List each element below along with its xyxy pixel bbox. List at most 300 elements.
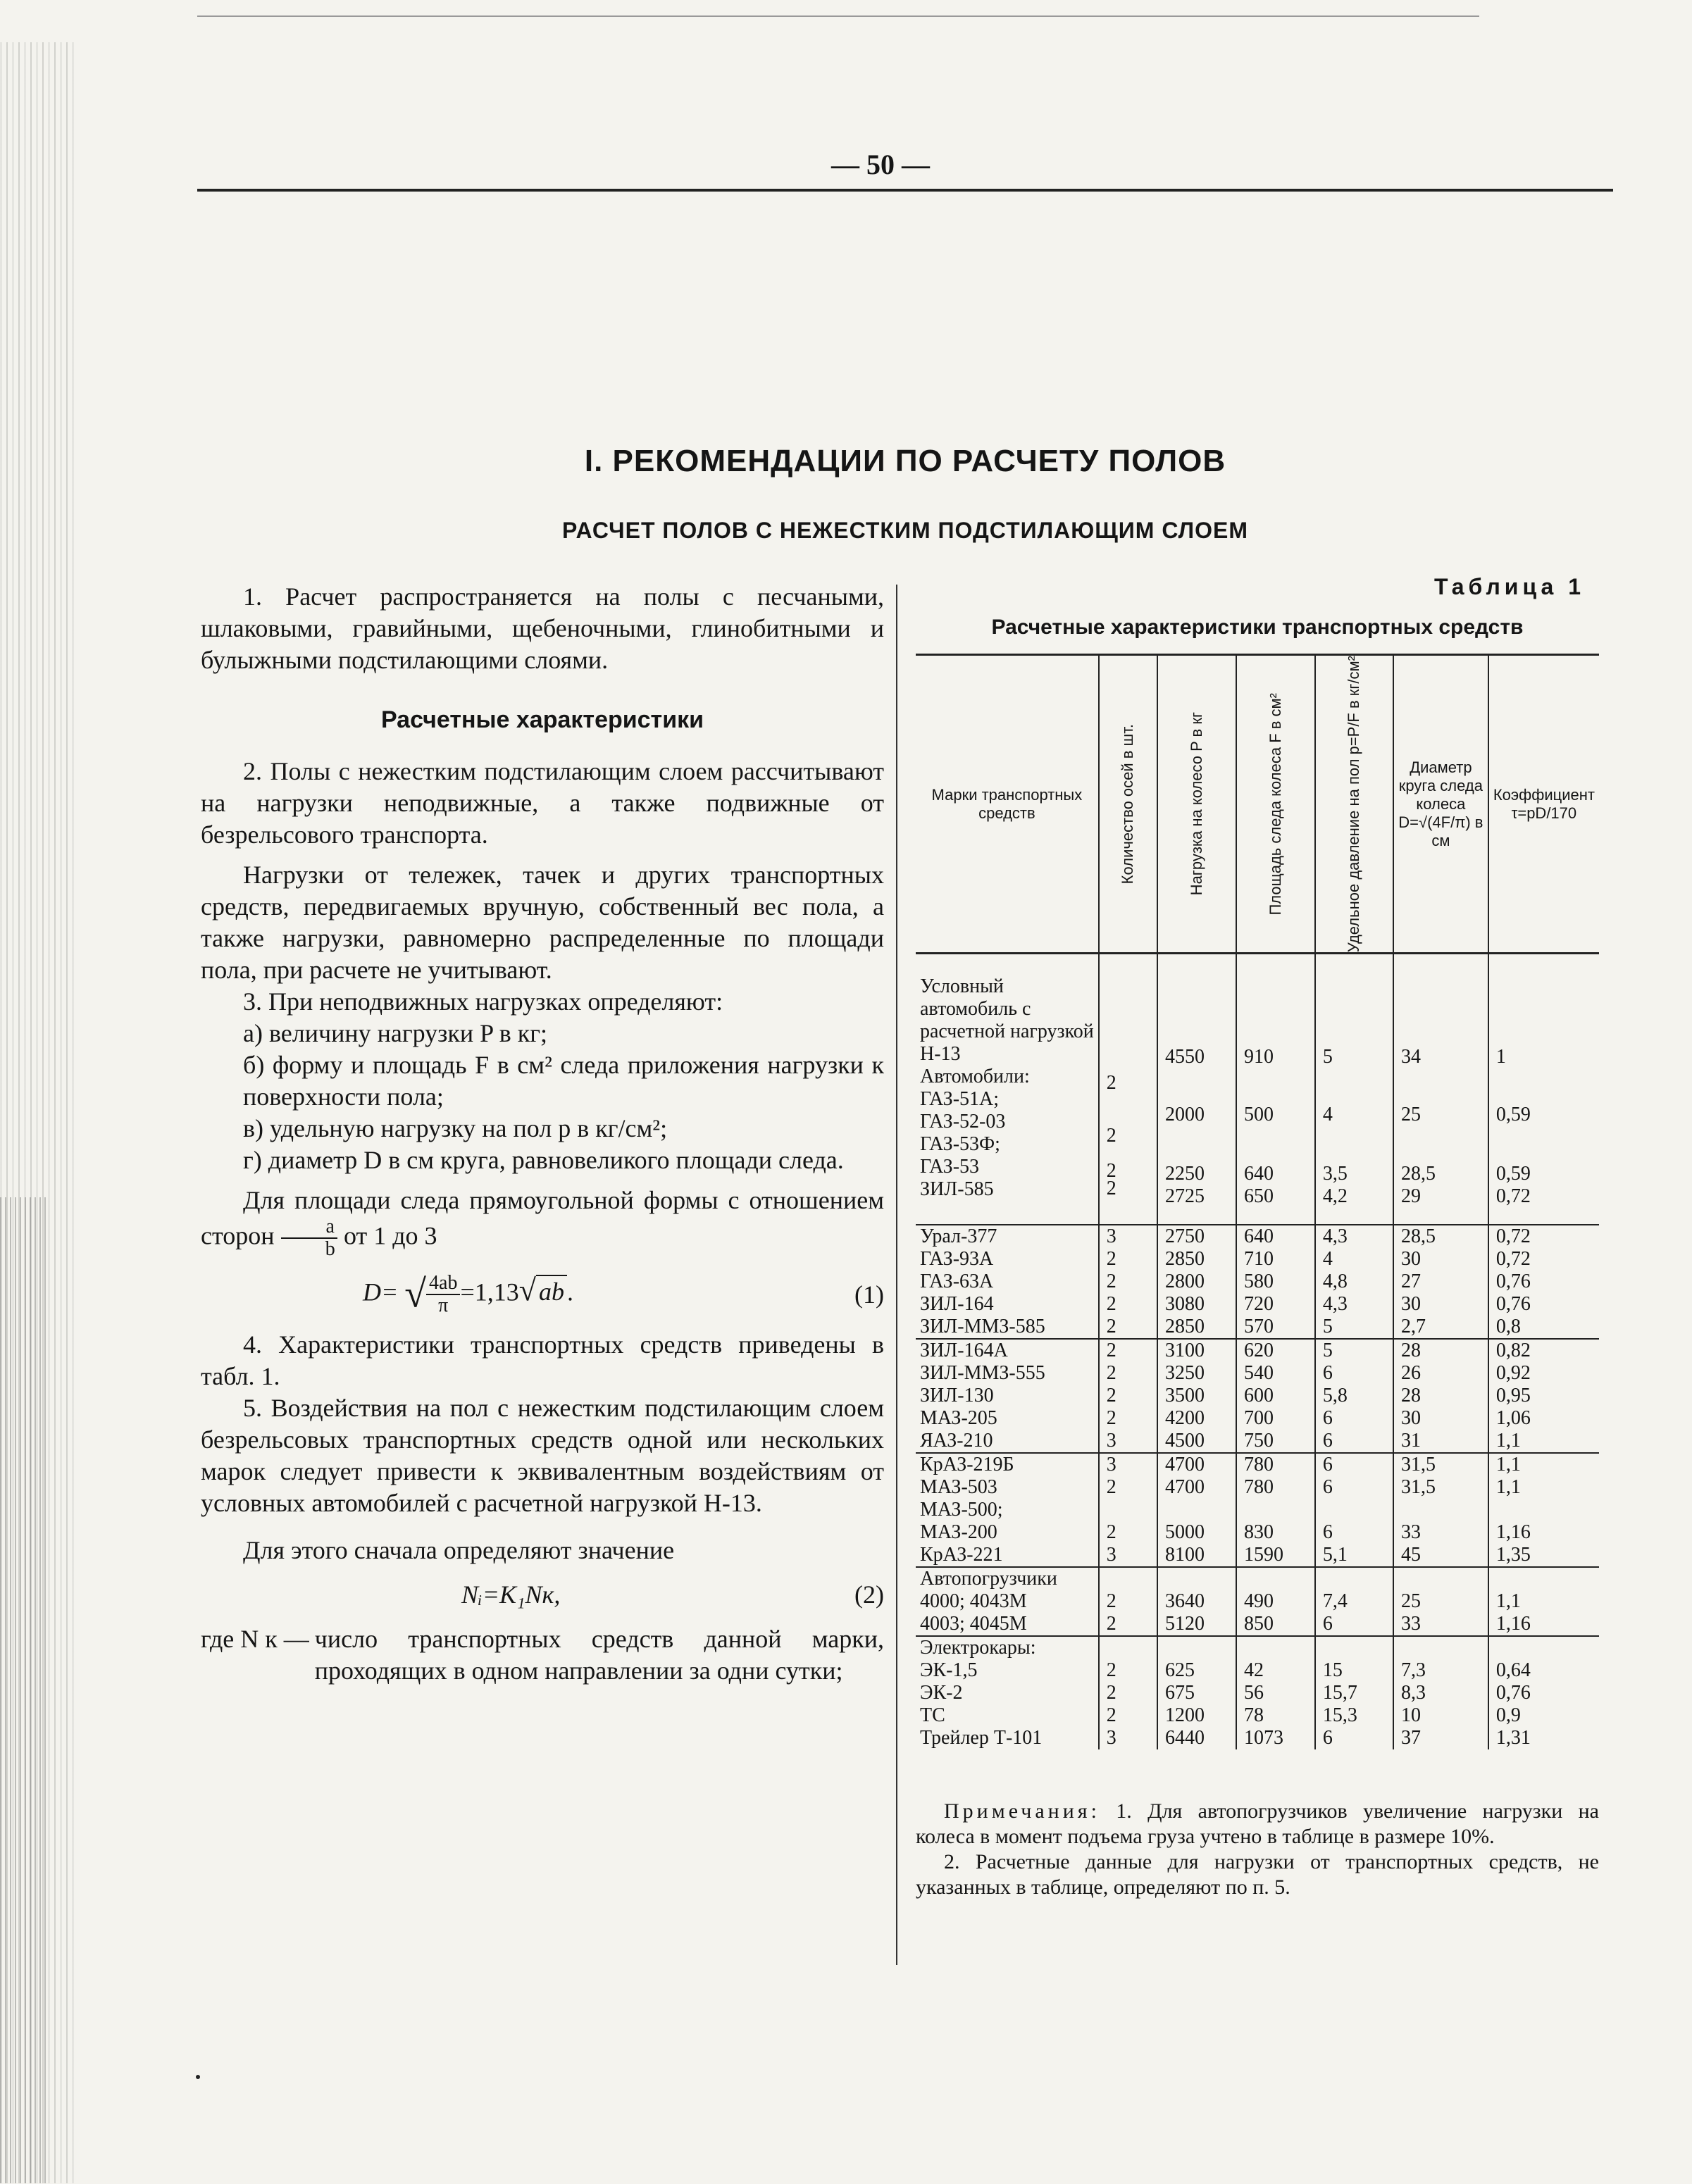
cell-pressure	[1315, 1636, 1393, 1749]
cell-value	[1244, 1637, 1310, 1659]
cell-value: 1,06	[1495, 1406, 1531, 1429]
cell-brand	[916, 954, 1099, 1225]
brand-line: Трейлер Т-101	[920, 1726, 1043, 1749]
cell-coef	[1488, 1453, 1599, 1567]
cell-value: 28	[1400, 1339, 1421, 1361]
cell-value: 675	[1164, 1681, 1195, 1704]
cell-value: 750	[1243, 1429, 1274, 1452]
cell-value: 7,3	[1400, 1659, 1426, 1681]
cell-value: 1590	[1243, 1543, 1283, 1566]
section-subtitle: РАСЧЕТ ПОЛОВ С НЕЖЕСТКИМ ПОДСТИЛАЮЩИМ СЛОЕМ	[561, 518, 1248, 543]
cell-value: 4	[1322, 1104, 1333, 1126]
right-column	[916, 574, 1599, 1900]
brand-line: Автопогрузчики	[920, 1567, 1057, 1590]
cell-value: 37	[1400, 1726, 1421, 1749]
cell-value: 29	[1400, 1185, 1421, 1208]
cell-value: 3,5	[1322, 1163, 1348, 1185]
cell-value	[1165, 1568, 1231, 1590]
brand-line: Урал-377	[920, 1225, 997, 1247]
cell-value: 30	[1400, 1406, 1421, 1429]
brand-line: ЭК-1,5	[920, 1659, 978, 1681]
cell-value: 0,76	[1495, 1270, 1531, 1292]
cell-value: 620	[1243, 1339, 1274, 1361]
brand-line: ЗИЛ-ММЗ-585	[920, 1315, 1045, 1337]
paragraph-1: 1. Расчет распространяется на полы с песчаными, шлаковыми, гравийными, щебеночными, глинобитными и булыжными подстилающими слоями.	[201, 582, 884, 674]
cell-value: 26	[1400, 1361, 1421, 1384]
ratio-den: b	[325, 1238, 335, 1260]
brand-line: ГАЗ-53	[920, 1156, 980, 1178]
brand-line: КрАЗ-219Б	[920, 1453, 1014, 1475]
cell-value	[1165, 1499, 1231, 1521]
formula-1	[201, 1273, 884, 1316]
cell-value: 5	[1322, 1046, 1333, 1068]
table-row	[916, 1453, 1599, 1567]
cell-diameter	[1393, 1339, 1488, 1453]
cell-value: 33	[1400, 1521, 1421, 1543]
cell-value: 2	[1106, 1612, 1116, 1635]
table-row	[916, 954, 1599, 1225]
list-item-b: б) форму и площадь F в см² следа приложения нагрузки к поверхности пола;	[243, 1051, 884, 1111]
header-load-text: Нагрузка на колесо P в кг	[1187, 712, 1205, 896]
cell-value: 1,1	[1495, 1475, 1521, 1498]
cell-value: 2750	[1164, 1225, 1205, 1247]
cell-value: 5,8	[1322, 1384, 1348, 1406]
cell-brand	[916, 1636, 1099, 1749]
paragraph-4: 3. При неподвижных нагрузках определяют:	[243, 987, 723, 1016]
cell-value: 2	[1106, 1339, 1116, 1361]
header-brand: Марки транспортных средств	[931, 785, 1083, 822]
cell-value: 1,1	[1495, 1453, 1521, 1475]
cell-value: 28,5	[1400, 1163, 1436, 1185]
cell-value: 2	[1106, 1590, 1116, 1612]
cell-value	[1244, 1568, 1310, 1590]
cell-value: 2	[1106, 1384, 1116, 1406]
formula2-body: Nᵢ=K₁Nк,	[461, 1580, 561, 1609]
formula1-den: π	[438, 1294, 449, 1316]
cell-value: 0,72	[1495, 1225, 1531, 1247]
brand-line: ГАЗ-53Ф;	[920, 1133, 1000, 1156]
cell-value: 910	[1243, 1046, 1274, 1068]
cell-value: 56	[1243, 1681, 1264, 1704]
cell-value: 570	[1243, 1315, 1274, 1337]
cell-value: 4500	[1164, 1429, 1205, 1452]
cell-pressure	[1315, 1339, 1393, 1453]
cell-value	[1107, 1637, 1152, 1659]
cell-value: 3	[1106, 1726, 1116, 1749]
header-coef: Коэффициент τ=pD/170	[1488, 655, 1599, 954]
cell-coef	[1488, 954, 1599, 1225]
cell-load	[1157, 1225, 1236, 1339]
cell-value: 6	[1322, 1361, 1333, 1384]
paragraph-3: Нагрузки от тележек, тачек и других транспортных средств, передвигаемых вручную, собственный вес пола, а также нагрузки, равномерно распределенные по площади пола, при расчете не учитывают.	[201, 861, 884, 984]
cell-area	[1236, 1339, 1315, 1453]
cell-value: 3	[1106, 1543, 1116, 1566]
page-number: — 50 —	[831, 149, 930, 180]
cell-pressure	[1315, 954, 1393, 1225]
header-area-text: Площадь следа колеса F в см²	[1266, 692, 1284, 916]
cell-value: 4200	[1164, 1406, 1205, 1429]
formula1-number: (1)	[854, 1280, 884, 1309]
cell-value: 2850	[1164, 1247, 1205, 1270]
cell-value: 0,92	[1495, 1361, 1531, 1384]
cell-value: 31	[1400, 1429, 1421, 1452]
cell-pressure	[1315, 1453, 1393, 1567]
cell-value: 3250	[1164, 1361, 1205, 1384]
header-diameter: Диаметр круга следа колеса D=√(4F/π) в см	[1393, 655, 1488, 954]
cell-value: 700	[1243, 1406, 1274, 1429]
cell-value: 78	[1243, 1704, 1264, 1726]
cell-area	[1236, 1225, 1315, 1339]
cell-diameter	[1393, 1453, 1488, 1567]
cell-value: 2	[1106, 1704, 1116, 1726]
cell-value: 720	[1243, 1292, 1274, 1315]
paragraph-2: 2. Полы с нежестким подстилающим слоем рассчитывают на нагрузки неподвижные, а также подвижные от безрельсового транспорта.	[201, 757, 884, 849]
cell-value: 2850	[1164, 1315, 1205, 1337]
header-load	[1157, 655, 1236, 954]
cell-diameter	[1393, 954, 1488, 1225]
where-text: число транспортных средств данной марки, проходящих в одном направлении за одни сутки;	[314, 1625, 884, 1685]
cell-axles	[1099, 1453, 1157, 1567]
cell-value	[1401, 1499, 1483, 1521]
cell-value: 780	[1243, 1453, 1274, 1475]
cell-value: 15	[1322, 1659, 1343, 1681]
cell-value: 850	[1243, 1612, 1274, 1635]
cell-value: 490	[1243, 1590, 1274, 1612]
ink-dot	[196, 2075, 200, 2079]
table-header-row	[916, 655, 1599, 954]
cell-value: 45	[1400, 1543, 1421, 1566]
cell-axles	[1099, 1339, 1157, 1453]
formula1-lhs: D=	[363, 1278, 399, 1306]
cell-value	[1496, 1568, 1595, 1590]
cell-value	[1323, 1499, 1388, 1521]
brand-line: ЗИЛ-585	[920, 1178, 994, 1201]
cell-value: 4,8	[1322, 1270, 1348, 1292]
cell-value: 3	[1106, 1453, 1116, 1475]
cell-value: 25	[1400, 1104, 1421, 1126]
cell-value: 5120	[1164, 1612, 1205, 1635]
cell-value: 2	[1106, 1160, 1116, 1183]
cell-value: 1073	[1243, 1726, 1283, 1749]
paragraph-7: 5. Воздействия на пол с нежестким подстилающим слоем безрельсовых транспортных средств одной или нескольких марок следует привести к эквивалентным воздействиям от условных автомобилей с расчетной нагрузкой Н-13.	[201, 1394, 884, 1517]
cell-coef	[1488, 1339, 1599, 1453]
cell-value: 625	[1164, 1659, 1195, 1681]
cell-value	[1107, 1568, 1152, 1590]
cell-value: 1,35	[1495, 1543, 1531, 1566]
vehicle-characteristics-table	[916, 654, 1599, 1749]
cell-value	[1107, 1499, 1152, 1521]
scan-edge-artifact-dark	[0, 1197, 49, 2183]
cell-area	[1236, 1636, 1315, 1749]
left-column	[201, 581, 884, 1687]
cell-value: 3	[1106, 1429, 1116, 1452]
cell-value: 30	[1400, 1247, 1421, 1270]
cell-area	[1236, 954, 1315, 1225]
cell-value: 2	[1106, 1475, 1116, 1498]
cell-value: 30	[1400, 1292, 1421, 1315]
brand-line: МАЗ-200	[920, 1521, 997, 1543]
cell-value	[1323, 1637, 1388, 1659]
cell-load	[1157, 1339, 1236, 1453]
section-heading: Расчетные характеристики	[380, 706, 704, 733]
cell-brand	[916, 1567, 1099, 1636]
cell-brand	[916, 1339, 1099, 1453]
cell-value: 6	[1322, 1475, 1333, 1498]
cell-value: 1,16	[1495, 1521, 1531, 1543]
brand-line: МАЗ-500;	[920, 1498, 1003, 1521]
cell-value: 2	[1106, 1659, 1116, 1681]
cell-value: 1,1	[1495, 1429, 1521, 1452]
paragraph-8: Для этого сначала определяют значение	[243, 1536, 675, 1564]
brand-line: КрАЗ-221	[920, 1543, 1003, 1566]
cell-value: 0,59	[1495, 1163, 1531, 1185]
cell-value: 4,2	[1322, 1185, 1348, 1208]
cell-value: 8100	[1164, 1543, 1205, 1566]
chapter-title: I. РЕКОМЕНДАЦИИ ПО РАСЧЕТУ ПОЛОВ	[584, 444, 1226, 478]
cell-value: 2	[1106, 1406, 1116, 1429]
cell-diameter	[1393, 1636, 1488, 1749]
cell-value	[1323, 1568, 1388, 1590]
brand-line: ЗИЛ-164А	[920, 1339, 1008, 1361]
formula1-fraction	[426, 1273, 460, 1316]
cell-value: 2725	[1164, 1185, 1205, 1208]
cell-value: 3080	[1164, 1292, 1205, 1315]
cell-load	[1157, 1453, 1236, 1567]
brand-line: ЗИЛ-164	[920, 1292, 994, 1315]
cell-value	[1107, 1021, 1152, 1039]
cell-value: 28	[1400, 1384, 1421, 1406]
cell-value	[1496, 1499, 1595, 1521]
cell-load	[1157, 1567, 1236, 1636]
formula1-rhs: =1,13	[460, 1278, 519, 1306]
cell-value	[1401, 1568, 1483, 1590]
ratio-fraction	[281, 1216, 337, 1260]
cell-value: 0,9	[1495, 1704, 1521, 1726]
cell-value: 3500	[1164, 1384, 1205, 1406]
table-row	[916, 1225, 1599, 1339]
brand-line: ЯАЗ-210	[920, 1429, 993, 1452]
cell-load	[1157, 954, 1236, 1225]
cell-value: 2	[1106, 1247, 1116, 1270]
brand-line: ЭК-2	[920, 1681, 963, 1704]
brand-line: ЗИЛ-ММЗ-555	[920, 1361, 1045, 1384]
cell-value: 6	[1322, 1521, 1333, 1543]
cell-value: 0,59	[1495, 1104, 1531, 1126]
cell-value: 710	[1243, 1247, 1274, 1270]
cell-diameter	[1393, 1225, 1488, 1339]
cell-value: 500	[1243, 1104, 1274, 1126]
cell-value: 2	[1106, 1270, 1116, 1292]
brand-line: МАЗ-503	[920, 1475, 997, 1498]
cell-value: 34	[1400, 1046, 1421, 1068]
cell-load	[1157, 1636, 1236, 1749]
brand-line: 4000; 4043М	[920, 1590, 1027, 1612]
cell-value: 1,31	[1495, 1726, 1531, 1749]
header-pressure	[1315, 655, 1393, 954]
cell-value: 650	[1243, 1185, 1274, 1208]
cell-value: 6440	[1164, 1726, 1205, 1749]
cell-value: 1,16	[1495, 1612, 1531, 1635]
cell-value: 2	[1106, 1361, 1116, 1384]
cell-value: 1200	[1164, 1704, 1205, 1726]
ratio-num: a	[281, 1216, 337, 1239]
p5-start: Для площади следа прямоугольной формы с отношением сторон	[201, 1186, 884, 1250]
cell-value: 2	[1106, 1072, 1116, 1094]
cell-area	[1236, 1453, 1315, 1567]
cell-value: 15,3	[1322, 1704, 1357, 1726]
cell-value: 3640	[1164, 1590, 1205, 1612]
cell-value: 0,72	[1495, 1185, 1531, 1208]
cell-value: 31,5	[1400, 1475, 1436, 1498]
cell-value: 0,64	[1495, 1659, 1531, 1681]
cell-value: 28,5	[1400, 1225, 1436, 1247]
cell-value: 3	[1106, 1225, 1116, 1247]
cell-value: 640	[1243, 1163, 1274, 1185]
list-item-a: а) величину нагрузки P в кг;	[243, 1019, 548, 1047]
paragraph-5	[201, 1185, 884, 1260]
cell-pressure	[1315, 1225, 1393, 1339]
cell-value	[1165, 1637, 1231, 1659]
cell-value: 1	[1495, 1046, 1506, 1068]
cell-value	[1401, 1637, 1483, 1659]
cell-value: 0,76	[1495, 1681, 1531, 1704]
cell-axles	[1099, 954, 1157, 1225]
table-notes	[916, 1799, 1599, 1900]
cell-value: 2	[1106, 1178, 1116, 1200]
cell-axles	[1099, 1636, 1157, 1749]
brand-line: Электрокары:	[920, 1636, 1036, 1659]
column-divider	[896, 585, 897, 1965]
cell-value: 4	[1322, 1247, 1333, 1270]
cell-value: 600	[1243, 1384, 1274, 1406]
cell-value: 2250	[1164, 1163, 1205, 1185]
p5-end: от 1 до 3	[343, 1221, 437, 1250]
table-label: Таблица 1	[1433, 574, 1585, 599]
note-2: 2. Расчетные данные для нагрузки от транспортных средств, не указанных в таблице, определяют по п. 5.	[916, 1849, 1599, 1899]
header-axles	[1099, 655, 1157, 954]
cell-value: 2	[1106, 1125, 1116, 1147]
cell-value: 6	[1322, 1453, 1333, 1475]
cell-value: 8,3	[1400, 1681, 1426, 1704]
cell-value: 5,1	[1322, 1543, 1348, 1566]
cell-value	[1107, 1092, 1152, 1109]
cell-value: 0,72	[1495, 1247, 1531, 1270]
cell-value: 31,5	[1400, 1453, 1436, 1475]
cell-area	[1236, 1567, 1315, 1636]
cell-value	[1107, 1039, 1152, 1056]
cell-value	[1496, 1637, 1595, 1659]
cell-value: 27	[1400, 1270, 1421, 1292]
cell-value: 3100	[1164, 1339, 1205, 1361]
formula1-num: 4ab	[426, 1273, 460, 1295]
cell-value: 5	[1322, 1339, 1333, 1361]
table-title: Расчетные характеристики транспортных средств	[991, 616, 1524, 639]
cell-value: 25	[1400, 1590, 1421, 1612]
notes-label: Примечания:	[944, 1799, 1100, 1823]
cell-brand	[916, 1225, 1099, 1339]
cell-value: 7,4	[1322, 1590, 1348, 1612]
list-item-c: в) удельную нагрузку на пол p в кг/см²;	[243, 1114, 668, 1142]
cell-value: 830	[1243, 1521, 1274, 1543]
cell-value: 0,8	[1495, 1315, 1521, 1337]
header-area	[1236, 655, 1315, 954]
brand-line: ГАЗ-51А;	[920, 1088, 1000, 1111]
paragraph-6: 4. Характеристики транспортных средств приведены в табл. 1.	[201, 1330, 884, 1390]
cell-pressure	[1315, 1567, 1393, 1636]
cell-value: 0,76	[1495, 1292, 1531, 1315]
brand-line: Автомобили:	[920, 1066, 1030, 1088]
cell-value: 10	[1400, 1704, 1421, 1726]
cell-value: 6	[1322, 1406, 1333, 1429]
brand-line: ЗИЛ-130	[920, 1384, 994, 1406]
sqrt-sign-icon-2: √	[518, 1273, 536, 1308]
cell-value: 4,3	[1322, 1225, 1348, 1247]
cell-value: 6	[1322, 1429, 1333, 1452]
cell-diameter	[1393, 1567, 1488, 1636]
brand-line: 4003; 4045М	[920, 1612, 1027, 1635]
header-rule	[197, 189, 1613, 192]
where-clause	[201, 1623, 884, 1687]
cell-value: 5000	[1164, 1521, 1205, 1543]
brand-line: ГАЗ-63А	[920, 1270, 994, 1292]
cell-value: 6	[1322, 1612, 1333, 1635]
cell-coef	[1488, 1567, 1599, 1636]
formula-2	[201, 1579, 884, 1611]
brand-line: ГАЗ-52-03	[920, 1111, 1006, 1133]
formula1-end: .	[566, 1278, 573, 1306]
cell-axles	[1099, 1567, 1157, 1636]
header-axles-text: Количество осей в шт.	[1119, 723, 1137, 885]
cell-brand	[916, 1453, 1099, 1567]
table-row	[916, 1567, 1599, 1636]
cell-value	[1244, 1499, 1310, 1521]
cell-value: 540	[1243, 1361, 1274, 1384]
cell-value: 5	[1322, 1315, 1333, 1337]
cell-value: 4700	[1164, 1453, 1205, 1475]
list-item-d: г) диаметр D в см круга, равновеликого площади следа.	[243, 1146, 844, 1174]
cell-value: 42	[1243, 1659, 1264, 1681]
cell-value: 0,95	[1495, 1384, 1531, 1406]
cell-value: 640	[1243, 1225, 1274, 1247]
cell-value: 4700	[1164, 1475, 1205, 1498]
cell-value: 2	[1106, 1292, 1116, 1315]
cell-value: 15,7	[1322, 1681, 1357, 1704]
table-body	[916, 954, 1599, 1749]
brand-line: ТС	[920, 1704, 945, 1726]
cell-value: 6	[1322, 1726, 1333, 1749]
cell-value: 2800	[1164, 1270, 1205, 1292]
header-pressure-text: Удельное давление на пол p=P/F в кг/см²	[1345, 656, 1363, 953]
cell-value: 2	[1106, 1681, 1116, 1704]
formula1-sqrt2: ab	[536, 1275, 567, 1308]
top-rule	[197, 15, 1479, 17]
brand-line: МАЗ-205	[920, 1406, 997, 1429]
cell-value: 1,1	[1495, 1590, 1521, 1612]
note-1: 1. Для автопогрузчиков увеличение нагрузки на колеса в момент подъема груза учтено в таблице в размере 10%.	[916, 1799, 1600, 1848]
cell-coef	[1488, 1225, 1599, 1339]
brand-line: ГАЗ-93А	[920, 1247, 994, 1270]
brand-line: Условный автомобиль с расчетной нагрузкой Н-13	[920, 975, 1094, 1066]
formula2-number: (2)	[854, 1580, 884, 1609]
table-row	[916, 1339, 1599, 1453]
sqrt-sign-icon: √	[404, 1272, 427, 1316]
cell-value: 0,82	[1495, 1339, 1531, 1361]
cell-axles	[1099, 1225, 1157, 1339]
cell-value: 2	[1106, 1521, 1116, 1543]
cell-coef	[1488, 1636, 1599, 1749]
cell-value: 780	[1243, 1475, 1274, 1498]
where-label: где N к —	[201, 1625, 309, 1653]
